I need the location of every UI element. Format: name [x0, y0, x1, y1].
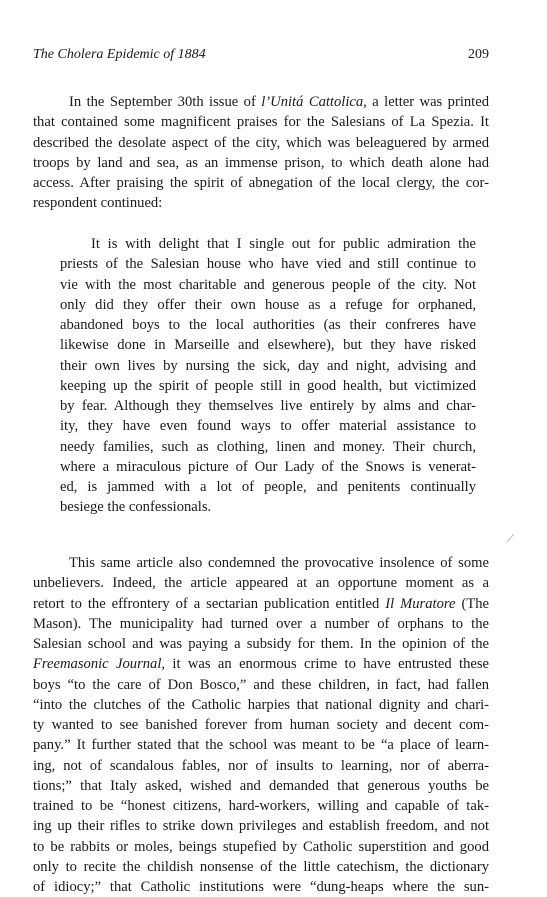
text-segment: only did they offer their own house as a refuge for orphaned, — [60, 296, 476, 313]
paragraph-condemnation — [33, 553, 489, 897]
text-segment: to be rabbits or moles, beings stupefied by Catholic superstition and good — [33, 838, 489, 855]
text-line — [60, 437, 476, 457]
text-line — [33, 634, 489, 654]
text-line — [33, 756, 489, 776]
text-segment: ty wanted to see banished forever from human society and decent com- — [33, 717, 489, 733]
text-line — [60, 335, 476, 355]
text-line — [60, 234, 476, 254]
paragraph-intro — [33, 92, 489, 214]
text-line — [60, 396, 476, 416]
text-segment: needy families, such as clothing, linen and money. Their church, — [60, 438, 476, 455]
text-segment: where a miraculous picture of Our Lady of the Snows is venerat- — [60, 458, 476, 475]
text-line — [33, 594, 489, 614]
text-line — [60, 315, 476, 335]
text-line — [33, 816, 489, 836]
text-segment: unbelievers. Indeed, the article appeared at an opportune moment as a — [33, 575, 489, 592]
page-number: 209 — [468, 47, 489, 62]
text-line — [33, 857, 489, 877]
text-segment: likewise done in Marseille and elsewhere), but they have risked — [60, 337, 476, 354]
text-line — [60, 295, 476, 315]
text-segment: pany.” It further stated that the school was meant to be “a place of learn- — [33, 737, 489, 754]
text-line — [33, 877, 489, 897]
text-line — [60, 275, 476, 295]
text-segment: In the September 30th issue of — [69, 94, 262, 110]
text-line — [33, 735, 489, 755]
running-head-title: The Cholera Epidemic of 1884 — [33, 47, 206, 62]
text-segment: Mason). The municipality had turned over a number of orphans to the — [33, 615, 489, 632]
text-segment: tions;” that Italy asked, wished and demanded that generous youths be — [33, 777, 489, 794]
text-segment: ed, is jammed with a lot of people, and penitents continually — [60, 479, 476, 495]
text-segment: trained to be “honest citizens, hard-workers, willing and capable of tak- — [33, 798, 489, 814]
text-segment: it was an enormous crime to have entrusted these — [165, 656, 490, 673]
text-segment: access. After praising the spirit of abnegation of the local clergy, the cor- — [33, 175, 489, 191]
text-line — [60, 376, 476, 396]
text-line — [60, 477, 476, 497]
text-segment: by fear. Although they themselves live entirely by alms and char- — [60, 398, 476, 414]
text-segment: ity, they have even found ways to offer material assistance to — [60, 418, 476, 435]
text-segment: that contained some magnificent praises for the Salesians of La Spezia. It — [33, 114, 489, 131]
text-line — [33, 654, 489, 674]
text-segment: vie with the most charitable and generous people of the city. Not — [60, 276, 476, 293]
text-segment: It is with delight that I single out for public admiration the — [91, 236, 476, 252]
text-line — [33, 112, 489, 132]
text-line — [33, 675, 489, 695]
text-segment: boys “to the care of Don Bosco,” and these children, in fact, had fallen — [33, 676, 489, 693]
text-segment: only to recite the childish nonsense of the little catechism, the dictionary — [33, 858, 489, 875]
text-line — [33, 553, 489, 573]
text-segment: a letter was printed — [366, 94, 490, 110]
text-line — [60, 416, 476, 436]
text-segment: ing, not of scandalous fables, nor of insults to learning, nor of aberra- — [33, 757, 489, 774]
text-line — [33, 92, 489, 112]
text-line — [33, 695, 489, 715]
text-line — [33, 153, 489, 173]
text-line — [33, 133, 489, 153]
text-segment: besiege the confessionals. — [60, 499, 212, 516]
text-segment: abandoned boys to the local authorities (as their confreres have — [60, 317, 476, 333]
running-header — [33, 47, 489, 63]
text-line — [60, 356, 476, 376]
text-line — [60, 457, 476, 477]
text-line — [60, 497, 476, 517]
text-line — [33, 173, 489, 193]
text-segment: described the desolate aspect of the city, which was beleaguered by armed — [33, 134, 489, 151]
italic-title: Freemasonic Journal, — [33, 656, 166, 673]
italic-title: Il Muratore — [385, 595, 456, 612]
text-line — [60, 254, 476, 274]
text-line — [33, 614, 489, 634]
text-segment: respondent continued: — [33, 195, 163, 212]
italic-title: l’Unitá Cattolica, — [261, 94, 367, 110]
text-segment: keeping up the spirit of people still in good health, but victimized — [60, 377, 476, 394]
text-line — [33, 796, 489, 816]
text-segment: of idiocy;” that Catholic institutions were “dung-heaps where the sun- — [33, 879, 489, 895]
text-segment: “into the clutches of the Catholic harpies that national dignity and chari- — [33, 696, 489, 713]
text-line — [33, 837, 489, 857]
text-line — [33, 193, 489, 213]
block-quote — [60, 234, 476, 518]
text-segment: This same article also condemned the provocative insolence of some — [69, 555, 489, 571]
text-segment: ing up their rifles to strike down privileges and establish freedom, and not — [33, 818, 489, 835]
text-segment: Salesian school and was paying a subsidy for them. In the opinion of the — [33, 636, 489, 652]
text-line — [33, 573, 489, 593]
margin-mark — [507, 534, 514, 542]
text-segment: (The — [455, 595, 490, 612]
text-line — [33, 715, 489, 735]
text-segment: their own lives by nursing the sick, day and night, advising and — [60, 357, 476, 374]
text-segment: priests of the Salesian house who have vied and still continue to — [60, 256, 476, 273]
text-segment: retort to the effrontery of a sectarian publication entitled — [33, 595, 386, 612]
text-line — [33, 776, 489, 796]
text-segment: troops by land and sea, as an immense prison, to which death alone had — [33, 154, 489, 171]
